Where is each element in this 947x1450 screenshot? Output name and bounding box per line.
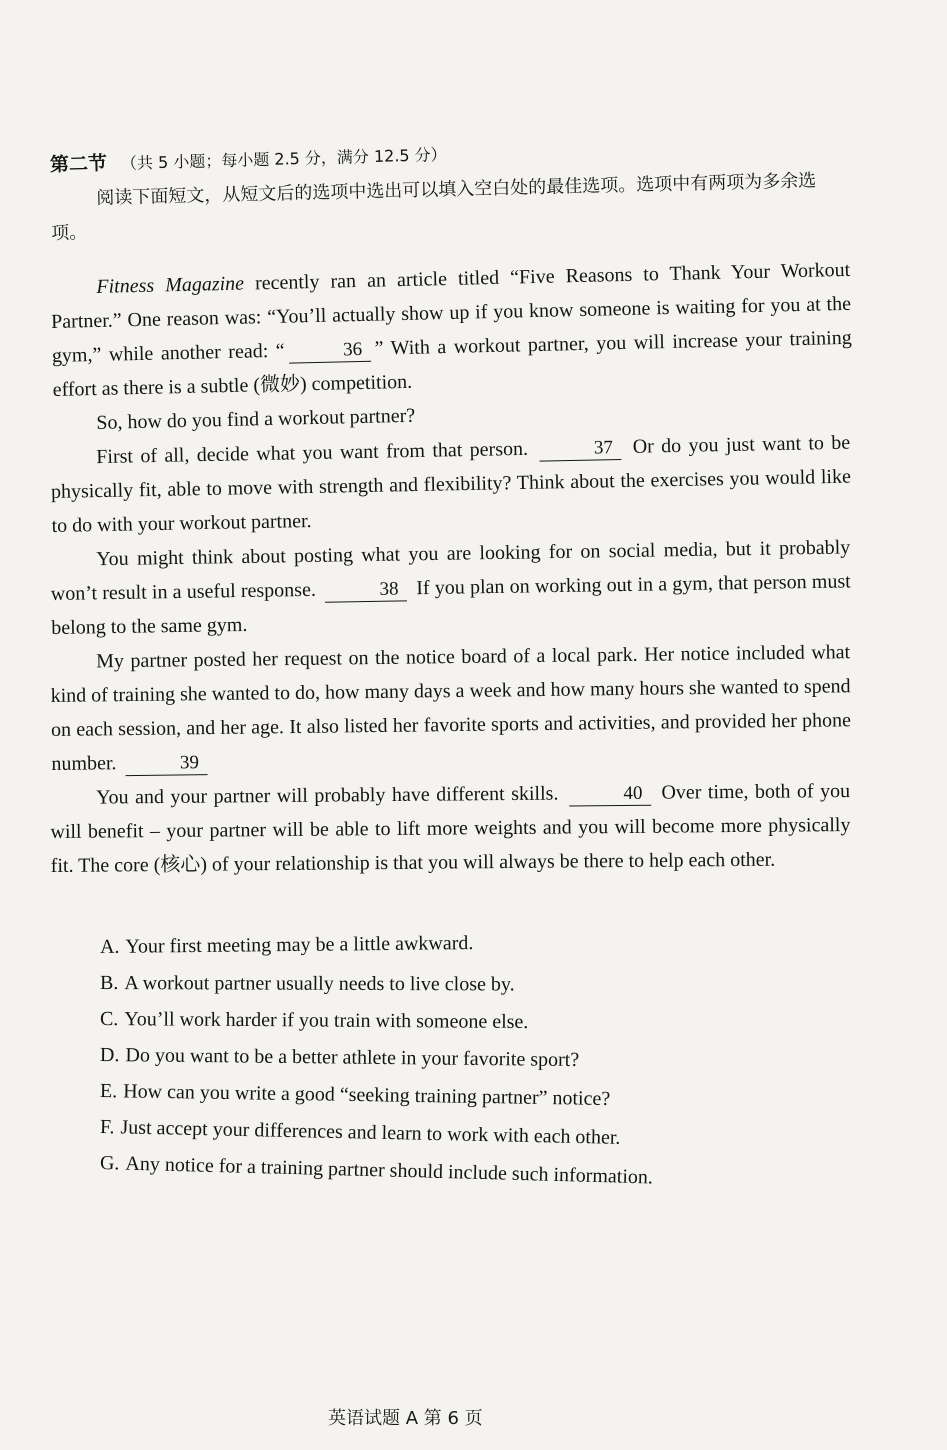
magazine-title: Fitness Magazine [96, 272, 245, 298]
paragraph-text: recently ran an article titled “Five Reasons to Thank Your Workout Partner.” One reason was: “You’ll actually show up if you know someone is waiting for you at the gym,” while another read: “ [50, 258, 852, 367]
passage-paragraph-3 [50, 426, 852, 543]
paragraph-text: My partner posted her request on the notice board of a local park. Her notice included what kind of training she wanted to do, how many days a week and how many hours she wanted to spend on each session, and her age. It also listed her favorite sports and activities, and provided her phone number. [50, 641, 852, 775]
option-text: How can you write a good “seeking training partner” notice? [123, 1080, 611, 1111]
paragraph-text: You and your partner will probably have different skills. [96, 782, 565, 809]
option-letter: D. [99, 1044, 120, 1067]
option-text: Your first meeting may be a little awkward. [125, 932, 474, 958]
passage-paragraph-5 [50, 635, 852, 781]
option-text: You’ll work harder if you train with someone else. [124, 1008, 529, 1033]
option-text: A workout partner usually needs to live close by. [124, 972, 515, 996]
answer-options [99, 929, 800, 1189]
option-letter: A. [99, 935, 120, 958]
passage-paragraph-1 [50, 253, 853, 407]
passage-paragraph-4 [50, 530, 852, 645]
option-c [100, 1001, 800, 1042]
paragraph-text: If you plan on working out in a gym, that person must belong to the same gym. [51, 570, 851, 639]
section-instructions: 阅读下面短文，从短文后的选项中选出可以填入空白处的最佳选项。选项中有两项为多余选项。 [50, 170, 817, 244]
passage-paragraph-2: So, how do you find a workout partner? [96, 404, 416, 434]
section-title: 第二节 [49, 152, 108, 176]
paragraph-text: ” With a workout partner, you will increase your training effort as there is a subtle (微妙) competition. [52, 326, 852, 401]
option-letter: E. [99, 1080, 118, 1103]
paragraph-text: You might think about posting what you are looking for on social media, but it probably won’t result in a useful response. [50, 536, 851, 605]
paragraph-text: Over time, both of you will benefit – your partner will be able to lift more weights and you will become more physically fit. The core (核心) of your relationship is that you will always be there to help each other. [50, 780, 851, 877]
passage-paragraph-6 [50, 774, 851, 883]
option-text: Any notice for a training partner should include such information. [125, 1152, 654, 1189]
page-footer: 英语试题 A 第 6 页 [328, 1408, 483, 1429]
blank-40: 40 [569, 783, 651, 807]
reading-passage [50, 258, 852, 883]
paragraph-text: First of all, decide what you want from that person. [96, 437, 536, 469]
blank-38: 38 [325, 578, 407, 602]
blank-36: 36 [288, 339, 371, 364]
option-text: Do you want to be a better athlete in your favorite sport? [125, 1044, 580, 1072]
option-letter: G. [99, 1152, 120, 1175]
option-letter: F. [99, 1116, 115, 1139]
option-letter: B. [99, 972, 119, 995]
blank-39: 39 [125, 752, 207, 776]
option-text: Just accept your differences and learn to work with each other. [120, 1116, 621, 1149]
paragraph-text: Or do you just want to be physically fit, able to move with strength and flexibility? Think about the exercises you would like to do with your workout partner. [50, 431, 852, 537]
option-a [100, 922, 800, 965]
option-b [100, 965, 800, 1003]
option-letter: C. [99, 1008, 119, 1031]
blank-37: 37 [539, 437, 621, 462]
section-scoring: （共 5 小题；每小题 2.5 分，满分 12.5 分） [120, 144, 447, 174]
